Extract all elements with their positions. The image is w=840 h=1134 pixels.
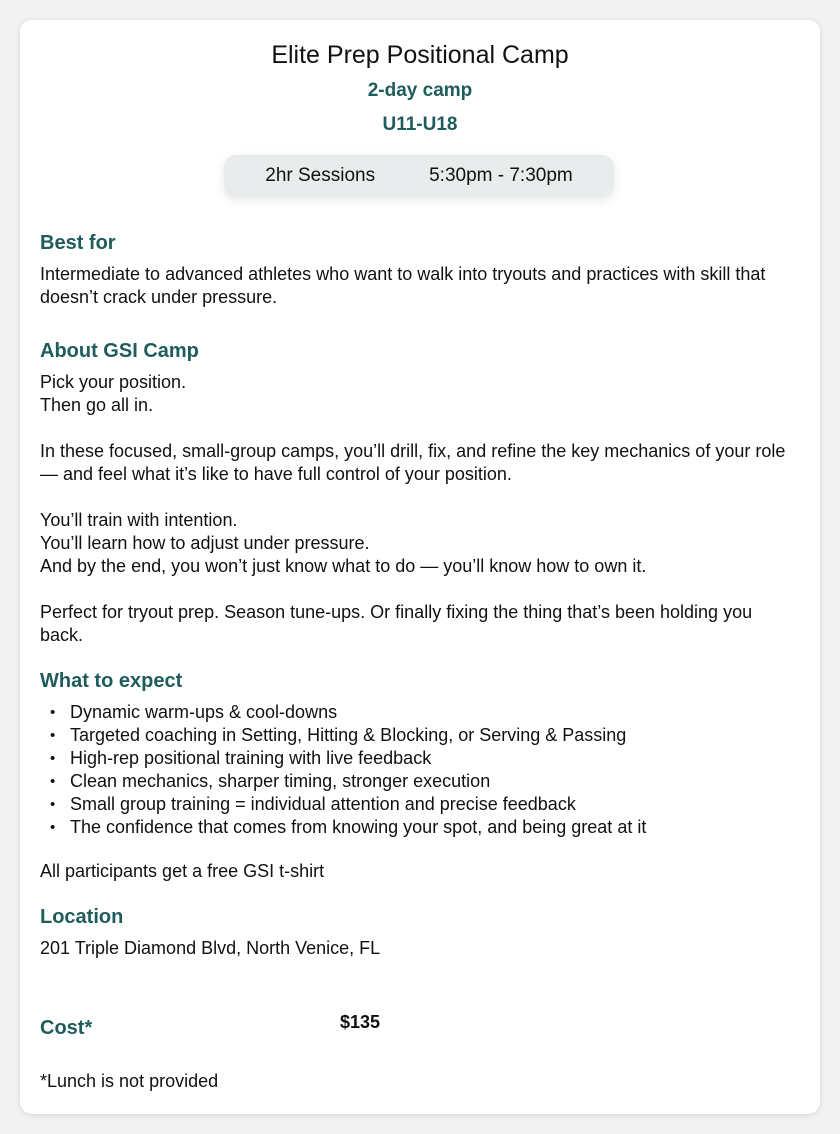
- about-line-2: Then go all in.: [40, 395, 154, 415]
- camp-duration: 2-day camp: [367, 80, 473, 101]
- camp-age-group: U11-U18: [382, 114, 458, 135]
- location-heading: Location: [40, 906, 124, 928]
- about-line-5: And by the end, you won’t just know what to do — you’ll know how to own it.: [40, 556, 647, 576]
- best-for-text: Intermediate to advanced athletes who want to walk into tryouts and practices with skill that doesn’t crack under pressure.: [40, 264, 766, 307]
- cost-value: $135: [340, 1012, 381, 1032]
- session-length: 2hr Sessions: [265, 165, 376, 186]
- list-item: • The confidence that comes from knowing your spot, and being great at it: [50, 816, 800, 839]
- tshirt-note: All participants get a free GSI t-shirt: [40, 861, 325, 881]
- location-address: 201 Triple Diamond Blvd, North Venice, FL: [40, 938, 381, 958]
- session-time: 5:30pm - 7:30pm: [429, 165, 573, 186]
- list-item: • Clean mechanics, sharper timing, stronger execution: [50, 770, 800, 793]
- expect-list: [40, 701, 800, 839]
- camp-title: Elite Prep Positional Camp: [271, 41, 569, 69]
- cost-footnote: *Lunch is not provided: [40, 1071, 219, 1091]
- best-for-heading: Best for: [40, 232, 116, 254]
- camp-card: [20, 20, 820, 1114]
- about-paragraph-2: In these focused, small-group camps, you’ll drill, fix, and refine the key mechanics of your role — and feel what it’s like to have full control of your position.: [40, 441, 786, 484]
- session-info: [224, 155, 614, 197]
- cost-row: [40, 1012, 440, 1041]
- list-item: • Small group training = individual attention and precise feedback: [50, 793, 800, 816]
- list-item: • Targeted coaching in Setting, Hitting & Blocking, or Serving & Passing: [50, 724, 800, 747]
- expect-heading: What to expect: [40, 670, 183, 692]
- about-paragraph-4: Perfect for tryout prep. Season tune-ups. Or finally fixing the thing that’s been holding you back.: [40, 602, 753, 645]
- camp-details: [40, 230, 800, 960]
- about-text: [40, 371, 800, 647]
- about-line-3: You’ll train with intention.: [40, 510, 238, 530]
- list-item: • Dynamic warm-ups & cool-downs: [50, 701, 800, 724]
- cost-heading: Cost*: [40, 1017, 93, 1039]
- about-heading: About GSI Camp: [40, 340, 199, 362]
- about-line-4: You’ll learn how to adjust under pressure.: [40, 533, 370, 553]
- about-line-1: Pick your position.: [40, 372, 187, 392]
- list-item: • High-rep positional training with live feedback: [50, 747, 800, 770]
